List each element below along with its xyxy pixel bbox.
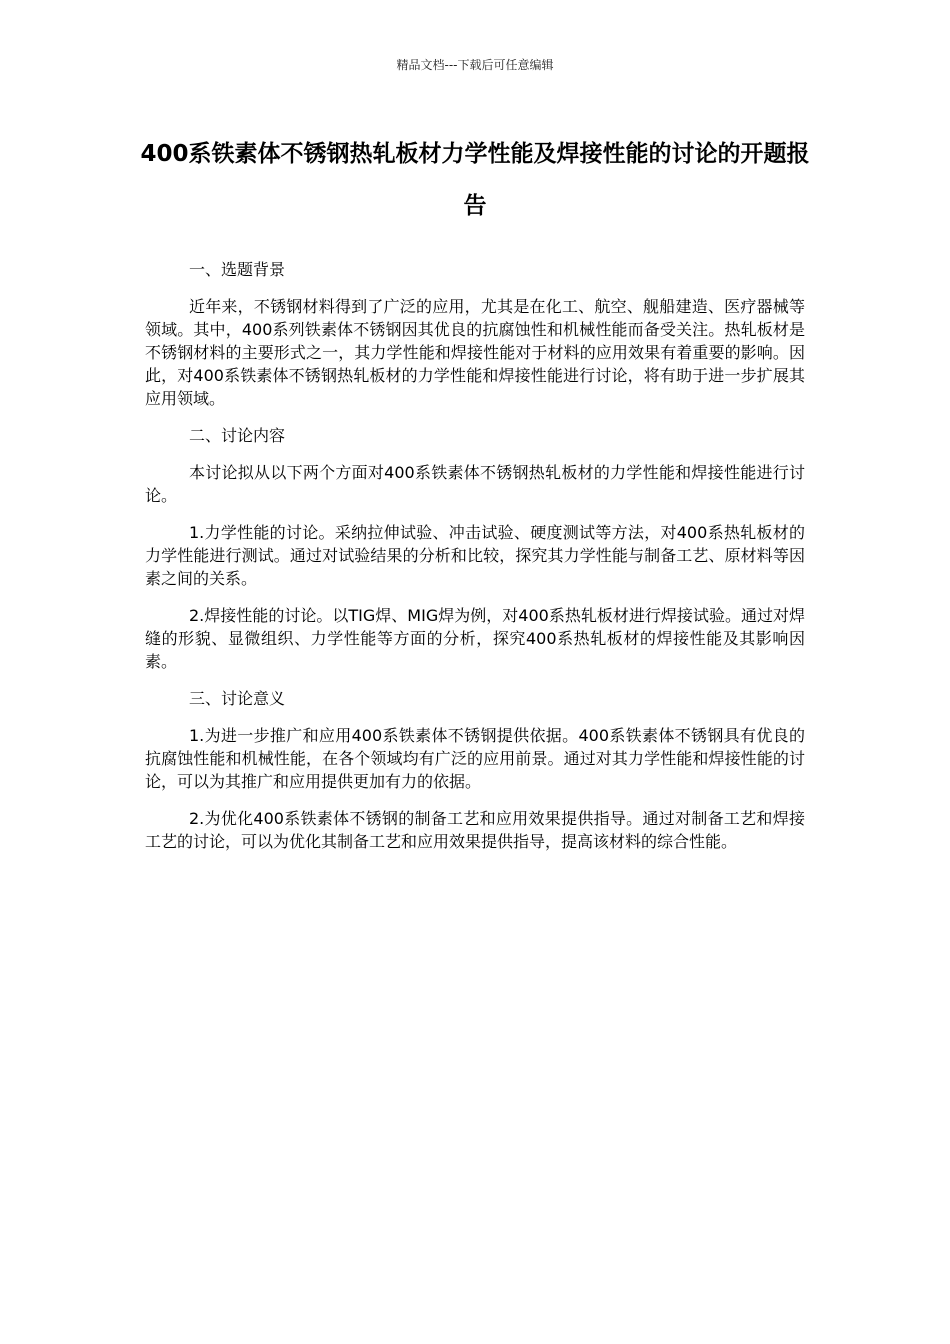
page-header: 精品文档---下载后可任意编辑	[396, 58, 554, 72]
section-heading: 一、选题背景	[189, 260, 286, 279]
document-title: 400系铁素体不锈钢热轧板材力学性能及焊接性能的讨论的开题报告	[140, 141, 810, 219]
paragraph: 本讨论拟从以下两个方面对400系铁素体不锈钢热轧板材的力学性能和焊接性能进行讨论。	[145, 463, 805, 505]
section-content	[145, 424, 805, 673]
section-heading: 三、讨论意义	[189, 689, 286, 708]
paragraph: 1.为进一步推广和应用400系铁素体不锈钢提供依据。400系铁素体不锈钢具有优良的抗腐蚀性能和机械性能，在各个领域均有广泛的应用前景。通过对其力学性能和焊接性能的讨论，可以为其推广和应用提供更加有力的依据。	[145, 726, 805, 791]
section-background	[145, 258, 805, 410]
section-significance	[145, 687, 805, 853]
document-body	[145, 258, 805, 867]
section-heading: 二、讨论内容	[189, 426, 286, 445]
paragraph: 近年来，不锈钢材料得到了广泛的应用，尤其是在化工、航空、舰船建造、医疗器械等领域。其中，400系列铁素体不锈钢因其优良的抗腐蚀性和机械性能而备受关注。热轧板材是不锈钢材料的主要形式之一，其力学性能和焊接性能对于材料的应用效果有着重要的影响。因此，对400系铁素体不锈钢热轧板材的力学性能和焊接性能进行讨论，将有助于进一步扩展其应用领域。	[145, 297, 805, 408]
paragraph: 1.力学性能的讨论。采纳拉伸试验、冲击试验、硬度测试等方法，对400系热轧板材的力学性能进行测试。通过对试验结果的分析和比较，探究其力学性能与制备工艺、原材料等因素之间的关系。	[145, 523, 805, 588]
paragraph: 2.焊接性能的讨论。以TIG焊、MIG焊为例，对400系热轧板材进行焊接试验。通过对焊缝的形貌、显微组织、力学性能等方面的分析，探究400系热轧板材的焊接性能及其影响因素。	[145, 606, 805, 671]
paragraph: 2.为优化400系铁素体不锈钢的制备工艺和应用效果提供指导。通过对制备工艺和焊接工艺的讨论，可以为优化其制备工艺和应用效果提供指导，提高该材料的综合性能。	[145, 809, 805, 851]
